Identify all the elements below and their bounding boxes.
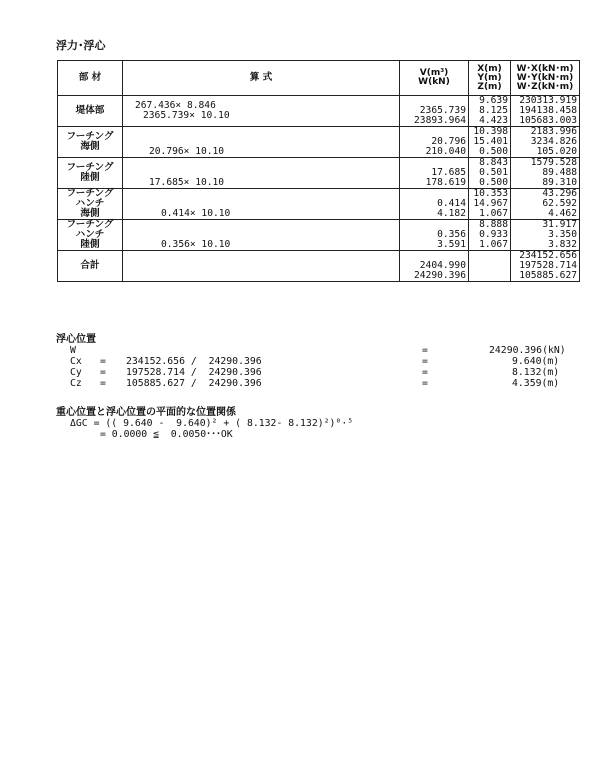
row-moment: 31.917 3.350 3.832 <box>511 220 580 251</box>
table-header-row <box>58 61 580 96</box>
total-formula <box>123 251 400 282</box>
table-row <box>58 127 580 158</box>
row-name: フーチング 海側 <box>58 127 123 158</box>
header-volume <box>400 61 469 96</box>
header-v-line1: V(m³) <box>419 68 449 78</box>
row-name: フーチング ハンチ 海側 <box>58 189 123 220</box>
total-label: 合計 <box>58 251 123 282</box>
table-row <box>58 189 580 220</box>
row-formula: 20.796× 10.10 <box>123 127 400 158</box>
page-title: 浮力･浮心 <box>56 39 106 52</box>
buoyancy-cx-row: Cx = 234152.656 / 24290.396 = 9.640(m) <box>70 356 560 367</box>
total-moment: 234152.656 197528.714 105885.627 <box>511 251 580 282</box>
row-xyz: 10.353 14.967 1.067 <box>469 189 511 220</box>
relation-heading: 重心位置と浮心位置の平面的な位置関係 <box>56 407 236 418</box>
row-moment: 230313.919 194138.458 105683.003 <box>511 96 580 127</box>
row-moment: 2183.996 3234.826 105.020 <box>511 127 580 158</box>
row-formula: 17.685× 10.10 <box>123 158 400 189</box>
header-wy: W･Y(kN･m) <box>516 72 574 83</box>
header-v-line2: W(kN) <box>418 77 450 87</box>
header-wz: W･Z(kN･m) <box>516 81 574 92</box>
row-xyz: 9.639 8.125 4.423 <box>469 96 511 127</box>
header-wx: W･X(kN･m) <box>516 63 574 74</box>
buoyancy-heading: 浮心位置 <box>56 334 96 345</box>
buoyancy-w-row: W = 24290.396(kN) <box>70 345 566 356</box>
row-name: フーチング 陸側 <box>58 158 123 189</box>
total-xyz <box>469 251 511 282</box>
table-row <box>58 96 580 127</box>
header-name: 部 材 <box>58 61 123 96</box>
header-y: Y(m) <box>477 72 502 83</box>
header-z: Z(m) <box>477 81 502 92</box>
row-name: 堤体部 <box>58 96 123 127</box>
table-row <box>58 220 580 251</box>
row-volume: 0.356 3.591 <box>400 220 469 251</box>
row-formula: 0.414× 10.10 <box>123 189 400 220</box>
header-xyz <box>469 61 511 96</box>
buoyancy-center-section <box>56 334 566 389</box>
relation-line1: ΔGC = (( 9.640 - 9.640)² + ( 8.132- 8.132)²)⁰·⁵ <box>70 418 354 429</box>
buoyancy-cy-row: Cy = 197528.714 / 24290.396 = 8.132(m) <box>70 367 560 378</box>
table-row <box>58 158 580 189</box>
row-xyz: 8.888 0.933 1.067 <box>469 220 511 251</box>
row-volume: 0.414 4.182 <box>400 189 469 220</box>
relation-line2: = 0.0000 ≦ 0.0050･･･OK <box>100 429 233 440</box>
row-formula: 267.436× 8.846 2365.739× 10.10 <box>123 96 400 127</box>
buoyancy-cz-row: Cz = 105885.627 / 24290.396 = 4.359(m) <box>70 378 560 389</box>
position-relation-section <box>56 407 556 440</box>
total-volume: 2404.990 24290.396 <box>400 251 469 282</box>
row-moment: 1579.528 89.488 89.310 <box>511 158 580 189</box>
row-name: フーチング ハンチ 陸側 <box>58 220 123 251</box>
total-row <box>58 251 580 282</box>
row-xyz: 8.843 0.501 0.500 <box>469 158 511 189</box>
row-volume: 17.685 178.619 <box>400 158 469 189</box>
row-moment: 43.296 62.592 4.462 <box>511 189 580 220</box>
header-moment <box>511 61 580 96</box>
row-volume: 2365.739 23893.964 <box>400 96 469 127</box>
buoyancy-table <box>57 60 580 282</box>
row-formula: 0.356× 10.10 <box>123 220 400 251</box>
row-volume: 20.796 210.040 <box>400 127 469 158</box>
row-xyz: 10.398 15.401 0.500 <box>469 127 511 158</box>
header-x: X(m) <box>477 63 502 74</box>
header-formula: 算 式 <box>123 61 400 96</box>
